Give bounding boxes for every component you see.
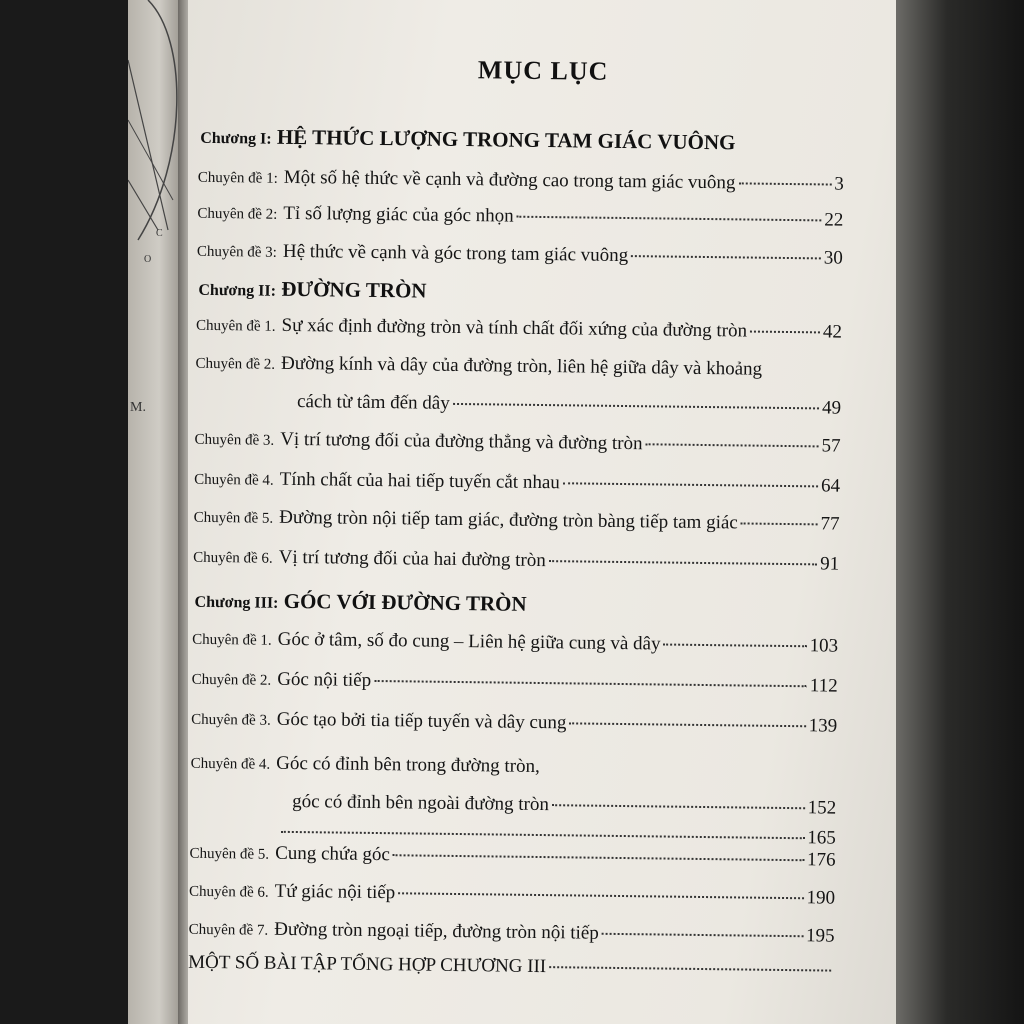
entry-page: 139 xyxy=(808,715,838,737)
svg-text:O: O xyxy=(144,254,152,265)
entry-page: 176 xyxy=(806,849,836,871)
entry-title: Góc nội tiếp xyxy=(277,668,372,691)
entry-page: 42 xyxy=(822,321,843,343)
dot-leader xyxy=(393,854,804,861)
dot-leader xyxy=(750,331,820,334)
entry-label: Chuyên đề 7. xyxy=(188,921,269,939)
toc-entry xyxy=(193,546,839,576)
toc-entry-continued xyxy=(297,391,841,420)
entry-title: Góc có đỉnh bên trong đường tròn, xyxy=(276,752,540,778)
entry-title: Góc tạo bởi tia tiếp tuyến và dây cung xyxy=(276,708,567,734)
dot-leader xyxy=(569,722,805,727)
toc-entry xyxy=(195,352,841,382)
entry-title: Vị trí tương đối của đường thẳng và đường tròn xyxy=(280,428,643,455)
toc-entry xyxy=(197,202,843,232)
entry-page: 165 xyxy=(807,827,836,849)
toc-entry xyxy=(191,752,837,782)
chapter-prefix: Chương I: xyxy=(200,129,272,148)
toc-summary-entry xyxy=(188,952,834,982)
entry-title: Một số hệ thức về cạnh và đường cao trong tam giác vuông xyxy=(283,166,736,194)
entry-label: Chuyên đề 2. xyxy=(195,355,276,373)
toc-entry xyxy=(192,668,838,698)
entry-page: 49 xyxy=(821,397,842,419)
entry-label: Chuyên đề 6. xyxy=(193,549,273,567)
svg-text:C: C xyxy=(156,228,163,239)
dot-leader xyxy=(741,522,818,525)
entry-title: Cung chứa góc xyxy=(275,842,391,866)
entry-title: Đường kính và dây của đường tròn, liên hệ giữa dây và khoảng xyxy=(280,352,763,380)
toc-entry-continued xyxy=(292,791,836,820)
entry-page: 190 xyxy=(806,887,836,909)
chapter-2-heading xyxy=(198,276,858,309)
entry-page: 91 xyxy=(820,553,840,575)
entry-title: Tỉ số lượng giác của góc nhọn xyxy=(283,202,514,227)
entry-title: Tính chất của hai tiếp tuyến cắt nhau xyxy=(279,468,560,494)
table-of-contents xyxy=(188,0,900,1024)
dot-leader xyxy=(398,892,803,899)
chapter-name: HỆ THỨC LƯỢNG TRONG TAM GIÁC VUÔNG xyxy=(276,124,736,155)
toc-entry xyxy=(196,314,842,344)
entry-page: 30 xyxy=(823,247,843,269)
toc-entry xyxy=(194,506,840,536)
entry-title: Sự xác định đường tròn và tính chất đối xứng của đường tròn xyxy=(281,314,748,342)
entry-label: Chuyên đề 3. xyxy=(194,431,275,449)
entry-title: Hệ thức về cạnh và góc trong tam giác vuông xyxy=(282,240,629,267)
dot-leader xyxy=(664,644,807,648)
entry-label: Chuyên đề 3. xyxy=(191,711,271,729)
toc-page xyxy=(188,0,900,1024)
toc-entry xyxy=(189,880,835,910)
entry-title: cách từ tâm đến dây xyxy=(296,391,450,414)
toc-entry xyxy=(194,468,840,498)
entry-label: Chuyên đề 2. xyxy=(191,671,272,689)
dot-leader xyxy=(563,482,818,487)
entry-title: Đường tròn ngoại tiếp, đường tròn nội tiếp xyxy=(274,918,599,944)
toc-entry xyxy=(191,708,837,738)
dot-leader xyxy=(646,443,819,447)
entry-page: 112 xyxy=(809,675,838,697)
entry-page: 22 xyxy=(824,209,844,231)
entry-label: Chuyên đề 4. xyxy=(194,471,274,489)
entry-label: Chuyên đề 4. xyxy=(190,755,271,773)
dot-leader xyxy=(549,966,831,971)
entry-title: Vị trí tương đối của hai đường tròn xyxy=(278,546,546,572)
toc-entry xyxy=(194,428,840,458)
dot-leader xyxy=(374,680,807,687)
entry-page: 77 xyxy=(820,513,840,535)
entry-page: 195 xyxy=(805,925,835,947)
entry-page: 64 xyxy=(820,475,841,497)
dot-leader xyxy=(517,216,822,222)
toc-entry xyxy=(198,166,844,196)
entry-label: Chuyên đề 1. xyxy=(192,631,272,649)
chapter-3-heading xyxy=(194,588,854,621)
entry-label: Chuyên đề 1. xyxy=(195,317,276,335)
entry-page: 57 xyxy=(821,435,841,457)
dot-leader xyxy=(453,403,819,409)
entry-title: Góc ở tâm, số đo cung – Liên hệ giữa cung và dây xyxy=(277,628,661,655)
dot-leader xyxy=(281,831,804,839)
dot-leader xyxy=(552,804,805,809)
entry-label: Chuyên đề 6. xyxy=(188,883,269,901)
page-title: MỤC LỤC xyxy=(477,55,609,86)
entry-label: Chuyên đề 3: xyxy=(196,243,277,261)
entry-title: Đường tròn nội tiếp tam giác, đường tròn bàng tiếp tam giác xyxy=(279,506,738,534)
toc-entry xyxy=(197,240,843,270)
chapter-prefix: Chương II: xyxy=(198,281,277,300)
dot-leader xyxy=(738,182,831,185)
entry-title: góc có đỉnh bên ngoài đường tròn xyxy=(292,790,550,816)
entry-page: 103 xyxy=(809,635,839,657)
left-page-mark: M. xyxy=(130,400,146,415)
geometry-figure-icon xyxy=(128,0,180,300)
toc-entry xyxy=(188,918,834,948)
chapter-name: GÓC VỚI ĐƯỜNG TRÒN xyxy=(283,588,527,616)
entry-label: Chuyên đề 5. xyxy=(193,509,274,527)
entry-title: Tứ giác nội tiếp xyxy=(274,880,396,904)
entry-page: 3 xyxy=(834,173,844,195)
entry-label: Chuyên đề 5. xyxy=(189,845,270,863)
dot-leader xyxy=(549,560,817,565)
chapter-1-heading xyxy=(200,124,860,157)
entry-page: 152 xyxy=(807,797,837,819)
left-page-edge xyxy=(128,0,180,1024)
dot-leader xyxy=(631,255,821,259)
background-edge xyxy=(896,0,1024,1024)
entry-label: Chuyên đề 1: xyxy=(197,169,278,187)
toc-entry xyxy=(192,628,838,658)
chapter-prefix: Chương III: xyxy=(194,593,279,612)
entry-title: MỘT SỐ BÀI TẬP TỔNG HỢP CHƯƠNG III xyxy=(188,951,547,978)
entry-label: Chuyên đề 2: xyxy=(197,205,278,223)
dot-leader xyxy=(602,933,803,937)
chapter-name: ĐƯỜNG TRÒN xyxy=(281,276,427,303)
